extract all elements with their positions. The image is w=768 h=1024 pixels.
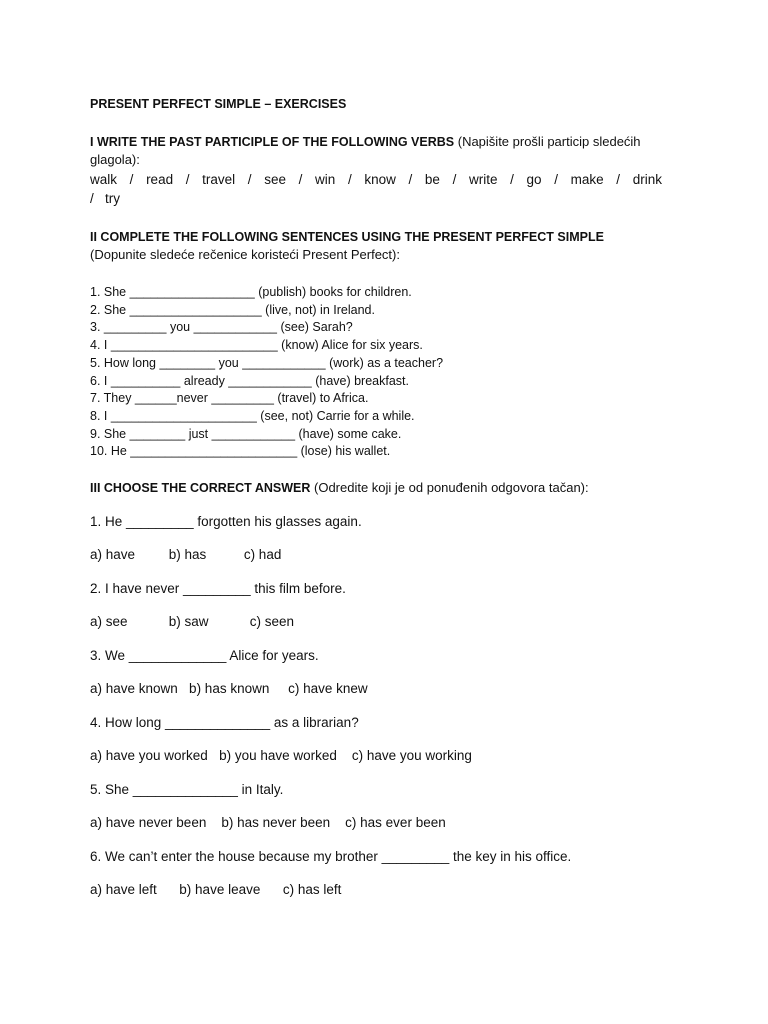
verb-list-continued: / try	[90, 191, 120, 206]
question-text: 4. How long ______________ as a librarian?	[90, 715, 359, 731]
section-2-heading-note: (Dopunite sledeće rečenice koristeći Present Perfect):	[90, 247, 400, 262]
verb-item: make	[570, 172, 604, 187]
question-options: a) have left b) have leave c) has left	[90, 882, 342, 898]
verb-item: read	[146, 172, 174, 187]
section-1-heading-bold: I WRITE THE PAST PARTICIPLE OF THE FOLLOWING VERBS	[90, 135, 455, 149]
sentence-item: 6. I __________ already ____________ (have) breakfast.	[90, 373, 409, 388]
sentence-item: 8. I _____________________ (see, not) Carrie for a while.	[90, 408, 415, 423]
verb-item: travel	[202, 172, 236, 187]
section-3-heading-bold: III CHOOSE THE CORRECT ANSWER	[90, 481, 311, 496]
question-text: 2. I have never _________ this film before.	[90, 581, 346, 597]
section-3-heading-note: (Odredite koji je od ponuđenih odgovora tačan):	[310, 480, 589, 496]
sentence-list	[90, 284, 662, 461]
question-options: a) have known b) has known c) have knew	[90, 681, 368, 697]
section-3-heading	[90, 479, 662, 497]
sentence-item: 9. She ________ just ____________ (have) some cake.	[90, 426, 402, 441]
question-text: 6. We can’t enter the house because my brother _________ the key in his office.	[90, 849, 572, 865]
question-text: 1. He _________ forgotten his glasses again.	[90, 514, 362, 530]
verb-separator: /	[408, 172, 413, 187]
section-2-heading	[90, 228, 662, 264]
sentence-item: 5. How long ________ you ____________ (work) as a teacher?	[90, 355, 444, 370]
sentence-item: 7. They ______never _________ (travel) to Africa.	[90, 391, 369, 406]
section-1-heading-note: (Napišite prošli particip sledećih glagola):	[90, 134, 641, 167]
question-options: a) see b) saw c) seen	[90, 614, 295, 630]
verb-separator: /	[452, 172, 457, 187]
verb-item: know	[364, 172, 396, 187]
verb-item: drink	[632, 172, 662, 187]
verb-separator: /	[129, 172, 134, 187]
verb-item: be	[424, 172, 440, 187]
verb-item: see	[264, 172, 286, 187]
verb-separator: /	[347, 172, 352, 187]
verb-item: go	[526, 172, 542, 187]
verb-separator: /	[185, 172, 190, 187]
question-options: a) have b) has c) had	[90, 547, 282, 563]
verb-item: walk	[90, 172, 118, 187]
sentence-item: 1. She __________________ (publish) books for children.	[90, 285, 412, 299]
verb-item: win	[315, 172, 336, 187]
worksheet-content	[90, 96, 662, 899]
question-list	[90, 513, 662, 899]
verb-separator: /	[298, 172, 303, 187]
verb-separator: /	[616, 172, 621, 187]
sentence-item: 10. He ________________________ (lose) his wallet.	[90, 444, 391, 459]
sentence-item: 4. I ________________________ (know) Alice for six years.	[90, 338, 423, 353]
page-title: PRESENT PERFECT SIMPLE – EXERCISES	[90, 97, 347, 111]
question-options: a) have you worked b) you have worked c) have you working	[90, 748, 472, 764]
question-options: a) have never been b) has never been c) has ever been	[90, 815, 446, 831]
question-text: 3. We _____________ Alice for years.	[90, 648, 319, 664]
verb-separator: /	[510, 172, 514, 187]
verb-separator: /	[247, 172, 252, 187]
verb-separator: /	[554, 172, 558, 187]
sentence-item: 2. She ___________________ (live, not) in Ireland.	[90, 302, 375, 317]
sentence-item: 3. _________ you ____________ (see) Sarah?	[90, 320, 353, 335]
section-1-heading	[90, 133, 662, 169]
verb-item: write	[468, 172, 498, 187]
question-text: 5. She ______________ in Italy.	[90, 782, 284, 798]
section-2-heading-bold: II COMPLETE THE FOLLOWING SENTENCES USING THE PRESENT PERFECT SIMPLE	[90, 230, 604, 244]
verb-list	[90, 170, 662, 189]
